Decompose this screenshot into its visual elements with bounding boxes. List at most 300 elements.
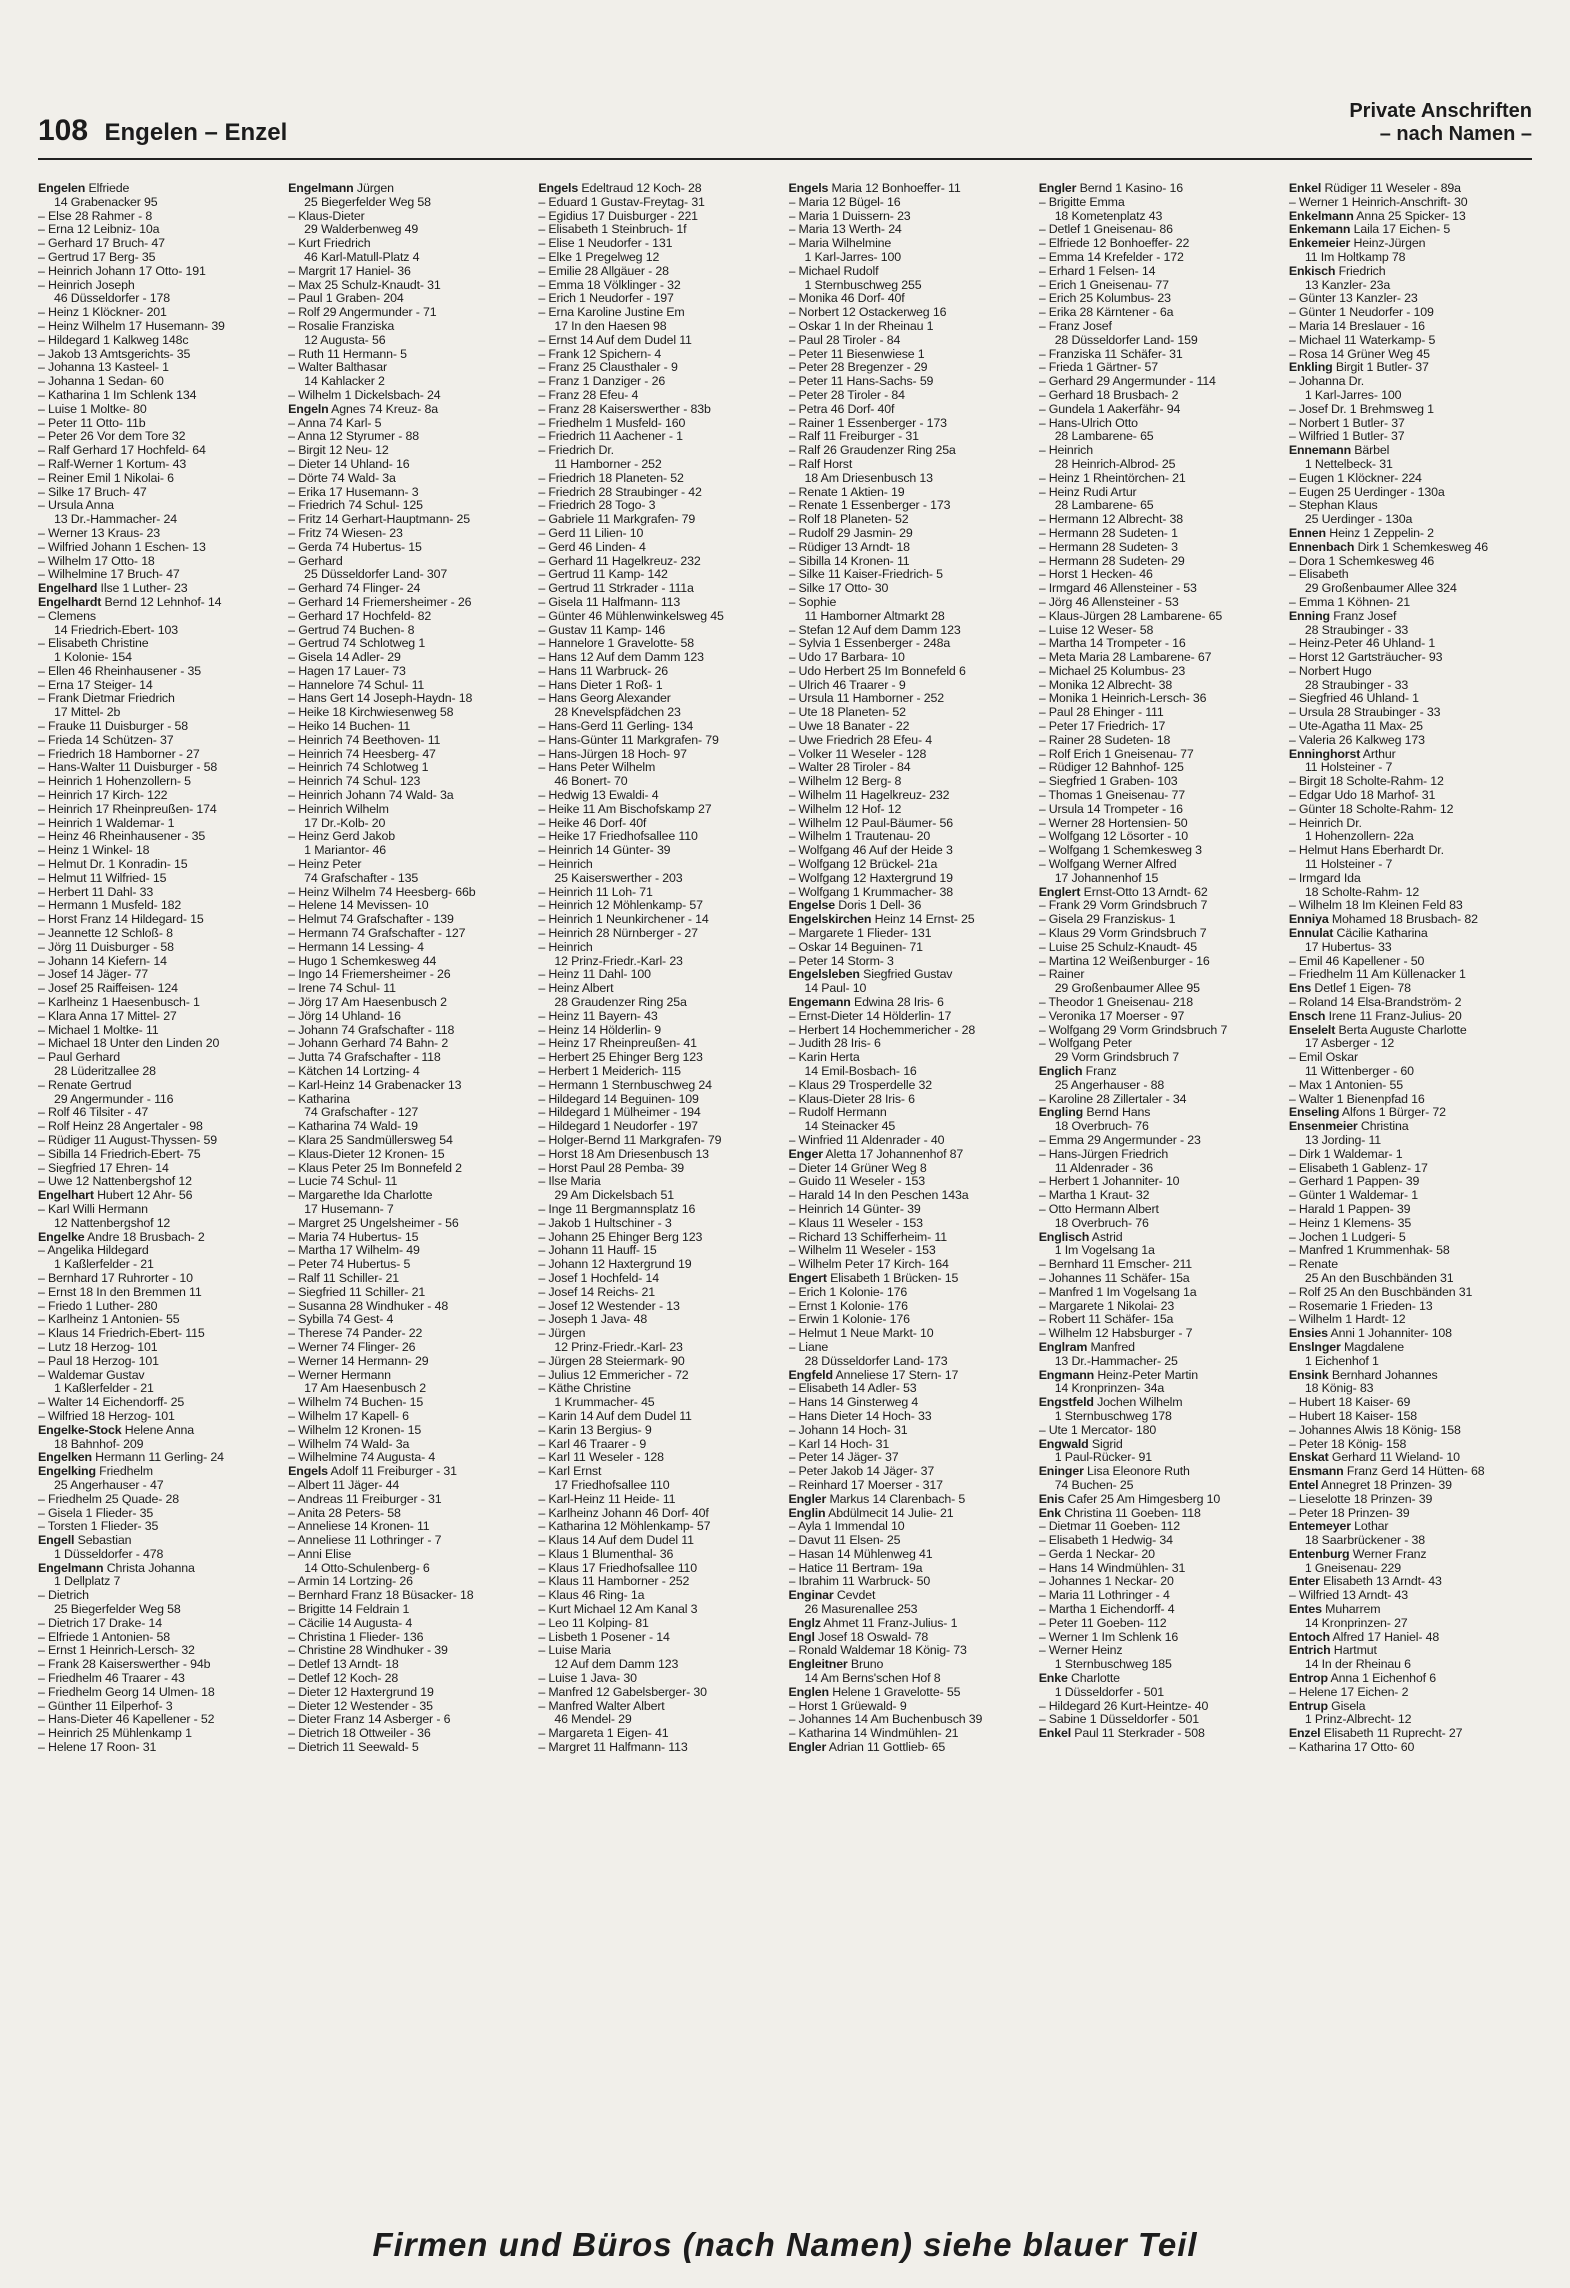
listing-entry: 14 Emil-Bosbach- 16 xyxy=(804,1065,917,1078)
surname-heading: Enkelmann xyxy=(1288,209,1354,223)
listing-entry: – Birgit 18 Scholte-Rahm- 12 xyxy=(1288,775,1444,789)
listing-entry: – Egidius 17 Duisburger - 221 xyxy=(538,209,698,223)
listing-entry: Engelke-Stock Helene Anna xyxy=(38,1423,195,1437)
listing-entry: – Siegfried 11 Schiller- 21 xyxy=(288,1285,426,1299)
listing-entry: 1 Im Vogelsang 1a xyxy=(1054,1244,1155,1258)
listing-entry: – Hans-Günter 11 Markgrafen- 79 xyxy=(538,733,719,747)
listing-entry: – Christine 28 Windhuker - 39 xyxy=(288,1644,448,1658)
listing-entry: – Johann 25 Ehinger Berg 123 xyxy=(538,1230,703,1244)
surname-heading: Ens xyxy=(1288,982,1312,996)
listing-entry: – Wilhelmine 17 Bruch- 47 xyxy=(38,568,180,582)
listing-entry: – Armin 14 Lortzing- 26 xyxy=(288,1575,413,1589)
listing-column-5 xyxy=(1039,182,1282,2192)
listing-entry: – Oskar 14 Beguinen- 71 xyxy=(788,940,923,954)
surname-heading: Entoch xyxy=(1288,1630,1330,1644)
surname-heading: Ennemann xyxy=(1288,444,1351,458)
surname-heading: Engelmann xyxy=(38,1561,104,1575)
listing-entry: – Elfriede 12 Bonhoeffer- 22 xyxy=(1038,237,1190,251)
listing-entry: Ensmann Franz Gerd 14 Hütten- 68 xyxy=(1288,1465,1485,1479)
listing-entry: – Hermann 1 Musfeld- 182 xyxy=(38,899,182,913)
listing-entry: – Karl 11 Weseler - 128 xyxy=(538,1451,664,1465)
listing-entry: 1 Sternbuschweg 185 xyxy=(1054,1658,1172,1672)
listing-entry: 74 Buchen- 25 xyxy=(1054,1478,1134,1492)
listing-entry: – Wilhelm 17 Otto- 18 xyxy=(38,554,155,568)
listing-entry: – Rainer 1 Essenberger - 173 xyxy=(788,416,947,430)
listing-entry: – Klaus 14 Friedrich-Ebert- 115 xyxy=(38,1327,205,1341)
listing-entry: – Paul 18 Herzog- 101 xyxy=(38,1354,159,1368)
listing-entry: – Heike 18 Kirchwiesenweg 58 xyxy=(288,706,454,720)
listing-entry: – Gabriele 11 Markgrafen- 79 xyxy=(538,513,696,527)
listing-entry: Enter Elisabeth 13 Arndt- 43 xyxy=(1288,1575,1442,1589)
listing-entry: Engl Josef 18 Oswald- 78 xyxy=(788,1630,929,1644)
listing-entry: – Monika 12 Albrecht- 38 xyxy=(1038,678,1173,692)
listing-entry: Enskat Gerhard 11 Wieland- 10 xyxy=(1288,1451,1460,1465)
listing-entry: – Sabine 1 Düsseldorfer - 501 xyxy=(1038,1713,1199,1727)
surname-heading: Engelmann xyxy=(288,182,354,195)
listing-column-1 xyxy=(38,182,281,2192)
listing-entry: Engelhart Hubert 12 Ahr- 56 xyxy=(38,1189,193,1203)
listing-entry: – Gerhard 74 Flinger- 24 xyxy=(288,582,421,596)
listing-entry: 25 An den Buschbänden 31 xyxy=(1304,1271,1454,1285)
listing-entry: 29 Walderbenweg 49 xyxy=(304,223,419,237)
listing-entry: 11 Hamborner - 252 xyxy=(554,457,662,471)
listing-entry: – Heinrich xyxy=(1038,444,1093,458)
listing-entry: – Hubert 18 Kaiser- 158 xyxy=(1288,1409,1417,1423)
listing-entry: Engelskirchen Heinz 14 Ernst- 25 xyxy=(788,913,975,927)
listing-entry: – Klara Anna 17 Mittel- 27 xyxy=(38,1009,177,1023)
listing-entry: – Martha 1 Eichendorff- 4 xyxy=(1038,1603,1175,1617)
listing-entry: – Helmut 11 Wilfried- 15 xyxy=(38,871,167,885)
listing-entry: – Hermann 28 Sudeten- 29 xyxy=(1038,554,1185,568)
listing-entry: – Margret 25 Ungelsheimer - 56 xyxy=(288,1216,459,1230)
listing-entry: – Erwin 1 Kolonie- 176 xyxy=(788,1313,910,1327)
listing-entry: – Klaus-Jürgen 28 Lambarene- 65 xyxy=(1038,609,1223,623)
listing-entry: – Ayla 1 Immendal 10 xyxy=(788,1520,905,1534)
listing-entry: – Reinhard 17 Moerser - 317 xyxy=(788,1478,943,1492)
listing-entry: Engler Adrian 11 Gottlieb- 65 xyxy=(788,1741,946,1755)
listing-entry: Engmann Heinz-Peter Martin xyxy=(1038,1368,1198,1382)
listing-entry: 1 Kaßlerfelder - 21 xyxy=(54,1258,154,1272)
listing-entry: – Rolf Erich 1 Gneisenau- 77 xyxy=(1038,747,1194,761)
listing-entry: – Wilhelm 74 Buchen- 15 xyxy=(288,1396,424,1410)
listing-entry: Ennenbach Dirk 1 Schemkesweg 46 xyxy=(1288,540,1489,554)
surname-heading: Engler xyxy=(788,1741,827,1755)
listing-entry: – Heinz 1 Klemens- 35 xyxy=(1288,1216,1412,1230)
listing-entry: Entenburg Werner Franz xyxy=(1288,1547,1427,1561)
listing-entry: – Rainer xyxy=(1038,968,1085,982)
surname-heading: Entrup xyxy=(1288,1699,1328,1713)
listing-entry: – Frank 12 Spichern- 4 xyxy=(538,347,662,361)
listing-entry: – Siegfried 1 Graben- 103 xyxy=(1038,775,1178,789)
listing-entry: – Luise 25 Schulz-Knaudt- 45 xyxy=(1038,940,1198,954)
listing-entry: – Margarethe Ida Charlotte xyxy=(288,1189,433,1203)
listing-entry: – Franz 28 Efeu- 4 xyxy=(538,388,639,402)
listing-entry: – Friedhelm Georg 14 Ulmen- 18 xyxy=(38,1685,215,1699)
listing-entry: 13 Dr.-Hammacher- 25 xyxy=(1054,1354,1178,1368)
listing-entry: Englin Abdülmecit 14 Julie- 21 xyxy=(788,1506,954,1520)
listing-entry: – Peter 14 Jäger- 37 xyxy=(788,1451,899,1465)
listing-entry: Engleitner Bruno xyxy=(788,1658,884,1672)
listing-entry: – Hermann 28 Sudeten- 3 xyxy=(1038,540,1178,554)
listing-entry: – Meta Maria 28 Lambarene- 67 xyxy=(1038,651,1212,665)
listing-entry: – Wilhelm 12 Paul-Bäumer- 56 xyxy=(788,816,954,830)
listing-entry: 18 Am Driesenbusch 13 xyxy=(804,471,933,485)
listing-entry: 11 Hamborner Altmarkt 28 xyxy=(804,609,945,623)
listing-entry: – Dieter Franz 14 Asberger - 6 xyxy=(288,1713,451,1727)
listing-entry: 13 Dr.-Hammacher- 24 xyxy=(54,513,178,527)
listing-entry: – Wilhelmine 74 Augusta- 4 xyxy=(288,1451,436,1465)
listing-entry: – Elise 1 Neudorfer - 131 xyxy=(538,237,673,251)
listing-entry: – Hans 11 Warbruck- 26 xyxy=(538,664,668,678)
listing-entry: 14 Paul- 10 xyxy=(804,982,867,996)
listing-entry: – Veronika 17 Moerser - 97 xyxy=(1038,1009,1185,1023)
surname-heading: Engels xyxy=(288,1465,328,1479)
listing-entry: – Josef 14 Reichs- 21 xyxy=(538,1285,656,1299)
listing-entry: – Hans 14 Windmühlen- 31 xyxy=(1038,1561,1186,1575)
section-title xyxy=(1349,100,1532,146)
listing-entry: 17 Hubertus- 33 xyxy=(1304,940,1392,954)
listing-entry: – Maria 12 Bügel- 16 xyxy=(788,195,901,209)
listing-entry: – Heinz-Peter 46 Uhland- 1 xyxy=(1288,637,1436,651)
listing-entry: 14 Steinacker 45 xyxy=(804,1120,896,1134)
listing-entry: 1 Dellplatz 7 xyxy=(54,1575,121,1589)
listing-entry: – Monika 1 Heinrich-Lersch- 36 xyxy=(1038,692,1207,706)
listing-entry: – Oskar 1 In der Rheinau 1 xyxy=(788,319,934,333)
surname-heading: Enkisch xyxy=(1288,264,1336,278)
listing-entry: – Siegfried 46 Uhland- 1 xyxy=(1288,692,1419,706)
listing-entry: – Heinz Albert xyxy=(538,982,614,996)
listing-entry: – Friedhelm 1 Musfeld- 160 xyxy=(538,416,686,430)
listing-entry: – Wilhelm 1 Trautenau- 20 xyxy=(788,830,931,844)
surname-heading: Entrop xyxy=(1288,1672,1328,1686)
listing-entry: – Gertrud 11 Kamp- 142 xyxy=(538,568,668,582)
listing-entry: – Gerhard 14 Friemersheimer - 26 xyxy=(288,595,472,609)
listing-entry: – Roland 14 Elsa-Brandström- 2 xyxy=(1288,996,1462,1010)
surname-heading: Englram xyxy=(1038,1340,1088,1354)
listing-entry: – Maria 13 Werth- 24 xyxy=(788,223,902,237)
listing-entry: – Werner 1 Im Schlenk 16 xyxy=(1038,1630,1179,1644)
listing-entry: Entrich Hartmut xyxy=(1288,1644,1377,1658)
listing-entry: – Dietmar 11 Goeben- 112 xyxy=(1038,1520,1180,1534)
listing-entry: – Heinrich Johann 74 Wald- 3a xyxy=(288,789,454,803)
listing-entry: Ennemann Bärbel xyxy=(1288,444,1390,458)
listing-entry: 17 Mittel- 2b xyxy=(54,706,121,720)
listing-entry: – Heinz Wilhelm 17 Husemann- 39 xyxy=(38,319,225,333)
listing-entry: 25 Angerhauser - 88 xyxy=(1054,1078,1165,1092)
listing-entry: – Gerhard 1 Pappen- 39 xyxy=(1288,1175,1420,1189)
listing-entry: – Angelika Hildegard xyxy=(38,1244,149,1258)
listing-entry: – Karl-Heinz 11 Heide- 11 xyxy=(538,1492,676,1506)
listing-entry: 18 Overbruch- 76 xyxy=(1054,1120,1149,1134)
listing-entry: – Heike 17 Friedhofsallee 110 xyxy=(538,830,698,844)
listing-entry: – Else 28 Rahmer - 8 xyxy=(38,209,153,223)
listing-columns xyxy=(38,182,1532,2192)
listing-entry: – Jörg 11 Duisburger - 58 xyxy=(38,940,174,954)
listing-entry: – Maria 14 Breslauer - 16 xyxy=(1288,319,1425,333)
listing-entry: Enslnger Magdalene xyxy=(1288,1340,1404,1354)
listing-entry: – Heike 11 Am Bischofskamp 27 xyxy=(538,802,712,816)
listing-entry: – Werner Hermann xyxy=(288,1368,391,1382)
listing-entry: 17 Johannenhof 15 xyxy=(1054,871,1159,885)
surname-heading: Enning xyxy=(1288,609,1330,623)
listing-entry: 29 Großenbaumer Allee 324 xyxy=(1304,582,1457,596)
listing-entry: – Luise Maria xyxy=(538,1644,611,1658)
surname-heading: Englz xyxy=(788,1616,821,1630)
listing-entry: – Wilhelm 1 Hardt- 12 xyxy=(1288,1313,1406,1327)
listing-entry: Entrup Gisela xyxy=(1288,1699,1366,1713)
listing-entry: – Margarete 1 Nikolai- 23 xyxy=(1038,1299,1175,1313)
listing-entry: – Karl 14 Hoch- 31 xyxy=(788,1437,890,1451)
surname-heading: Englert xyxy=(1038,885,1081,899)
listing-entry: – Walter 28 Tiroler - 84 xyxy=(788,761,911,775)
listing-entry: – Friedrich Dr. xyxy=(538,444,614,458)
surname-heading: Engelken xyxy=(38,1451,92,1465)
surname-heading: Engler xyxy=(788,1492,827,1506)
listing-entry: 18 Kometenplatz 43 xyxy=(1054,209,1163,223)
listing-entry: Enkelmann Anna 25 Spicker- 13 xyxy=(1288,209,1466,223)
listing-entry: – Manfred Walter Albert xyxy=(538,1699,665,1713)
listing-entry: – Ralf-Werner 1 Kortum- 43 xyxy=(38,457,187,471)
surname-heading: Engmann xyxy=(1038,1368,1095,1382)
listing-entry: – Katharina 74 Wald- 19 xyxy=(288,1120,418,1134)
listing-entry: 28 Straubinger - 33 xyxy=(1304,623,1409,637)
listing-entry: Ens Detlef 1 Eigen- 78 xyxy=(1288,982,1411,996)
listing-entry: – Johannes 11 Schäfer- 15a xyxy=(1038,1271,1190,1285)
listing-entry: – Herbert 11 Dahl- 33 xyxy=(38,885,154,899)
listing-entry: – Rolf 18 Planeten- 52 xyxy=(788,513,909,527)
listing-entry: – Hermann 28 Sudeten- 1 xyxy=(1038,526,1178,540)
surname-heading: Engelhart xyxy=(38,1189,94,1203)
listing-entry: – Gerhard 17 Hochfeld- 82 xyxy=(288,609,432,623)
listing-entry: – Peter 11 Biesenwiese 1 xyxy=(788,347,925,361)
listing-entry: – Winfried 11 Aldenrader - 40 xyxy=(788,1133,945,1147)
listing-entry: – Johanna 13 Kasteel- 1 xyxy=(38,361,169,375)
listing-entry: 25 Kaiserswerther - 203 xyxy=(554,871,683,885)
listing-entry: – Paul 28 Ehinger - 111 xyxy=(1038,706,1164,720)
listing-entry: 25 Biegerfelder Weg 58 xyxy=(304,195,431,209)
listing-entry: – Hildegard 1 Neudorfer - 197 xyxy=(538,1120,698,1134)
surname-heading: Ensink xyxy=(1288,1368,1329,1382)
surname-heading: Enskat xyxy=(1288,1451,1329,1465)
listing-entry: – Wolfgang 12 Brückel- 21a xyxy=(788,858,938,872)
listing-entry: 14 Otto-Schulenberg- 6 xyxy=(304,1561,430,1575)
listing-entry: – Heinz Wilhelm 74 Heesberg- 66b xyxy=(288,885,476,899)
listing-entry: – Klaus 11 Hamborner - 252 xyxy=(538,1575,690,1589)
listing-entry: – Peter 18 Prinzen- 39 xyxy=(1288,1506,1410,1520)
listing-entry: 25 Uerdinger - 130a xyxy=(1304,513,1413,527)
listing-entry: Ensink Bernhard Johannes xyxy=(1288,1368,1438,1382)
listing-entry: – Heinrich 14 Günter- 39 xyxy=(538,844,671,858)
listing-entry: 1 Sternbuschweg 255 xyxy=(804,278,922,292)
listing-entry: – Wilhelm 11 Hagelkreuz- 232 xyxy=(788,789,950,803)
listing-entry: 11 Holsteiner - 7 xyxy=(1304,761,1393,775)
surname-heading: Englen xyxy=(788,1685,829,1699)
listing-entry: – Günter 1 Neudorfer - 109 xyxy=(1288,306,1434,320)
listing-entry: – Heinrich 74 Beethoven- 11 xyxy=(288,733,441,747)
listing-entry: – Anna 74 Karl- 5 xyxy=(288,416,382,430)
listing-entry: – Eduard 1 Gustav-Freytag- 31 xyxy=(538,195,705,209)
listing-entry: – Erich 1 Kolonie- 176 xyxy=(788,1285,908,1299)
listing-entry: 17 Friedhofsallee 110 xyxy=(554,1478,670,1492)
surname-heading: Engfeld xyxy=(788,1368,833,1382)
listing-entry: 74 Grafschafter - 127 xyxy=(304,1106,419,1120)
listing-entry: – Helene 14 Mevissen- 10 xyxy=(288,899,429,913)
listing-entry: – Emma 14 Krefelder - 172 xyxy=(1038,250,1184,264)
surname-heading: Enkel xyxy=(1288,182,1322,195)
listing-entry: – Gisela 14 Adler- 29 xyxy=(288,651,401,665)
listing-entry: – Rudolf 29 Jasmin- 29 xyxy=(788,526,913,540)
listing-entry: – Herbert 14 Hochemmericher - 28 xyxy=(788,1023,976,1037)
listing-entry: Enkel Rüdiger 11 Weseler - 89a xyxy=(1288,182,1461,195)
listing-entry: Engemann Edwina 28 Iris- 6 xyxy=(788,996,944,1010)
listing-entry: – Albert 11 Jäger- 44 xyxy=(288,1478,400,1492)
listing-entry: – Horst Paul 28 Pemba- 39 xyxy=(538,1161,685,1175)
listing-entry: – Birgit 12 Neu- 12 xyxy=(288,444,389,458)
listing-entry: – Hermann 1 Sternbuschweg 24 xyxy=(538,1078,712,1092)
listing-entry: – Bernhard Franz 18 Büsacker- 18 xyxy=(288,1589,474,1603)
listing-entry: Enkemann Laila 17 Eichen- 5 xyxy=(1288,223,1451,237)
listing-entry: – Elisabeth 1 Gablenz- 17 xyxy=(1288,1161,1428,1175)
listing-entry: Ennulat Cäcilie Katharina xyxy=(1288,927,1428,941)
surname-heading: Enke xyxy=(1038,1672,1068,1686)
surname-heading: Enselelt xyxy=(1288,1023,1336,1037)
listing-entry: – Hannelore 1 Gravelotte- 58 xyxy=(538,637,694,651)
surname-heading: Engelen xyxy=(38,182,86,195)
listing-entry: – Manfred 1 Krummenhak- 58 xyxy=(1288,1244,1450,1258)
surname-heading: Enginar xyxy=(788,1589,834,1603)
listing-entry: – Uwe Friedrich 28 Efeu- 4 xyxy=(788,733,932,747)
listing-entry: – Heinrich 74 Schul- 123 xyxy=(288,775,421,789)
listing-entry: – Heinrich 1 Hohenzollern- 5 xyxy=(38,775,191,789)
listing-entry: Engelhard Ilse 1 Luther- 23 xyxy=(38,582,188,596)
surname-heading: Engwald xyxy=(1038,1437,1089,1451)
listing-entry: – Friedrich 74 Schul- 125 xyxy=(288,499,423,513)
listing-entry: – Ursula 28 Straubinger - 33 xyxy=(1288,706,1441,720)
surname-heading: Ensenmeier xyxy=(1288,1120,1358,1134)
listing-entry: – Erika 17 Husemann- 3 xyxy=(288,485,419,499)
listing-entry: Engfeld Anneliese 17 Stern- 17 xyxy=(788,1368,959,1382)
listing-entry: – Horst 12 Gartsträucher- 93 xyxy=(1288,651,1443,665)
surname-heading: Englisch xyxy=(1038,1230,1090,1244)
listing-entry: 14 Friedrich-Ebert- 103 xyxy=(54,623,178,637)
listing-entry: – Katharina 14 Windmühlen- 21 xyxy=(788,1727,959,1741)
listing-entry: – Reiner Emil 1 Nikolai- 6 xyxy=(38,471,174,485)
listing-entry: – Peter 26 Vor dem Tore 32 xyxy=(38,430,186,444)
listing-entry: – Herbert 25 Ehinger Berg 123 xyxy=(538,1051,703,1065)
listing-entry: – Luise 1 Java- 30 xyxy=(538,1672,637,1686)
listing-entry: 25 Düsseldorfer Land- 307 xyxy=(304,568,448,582)
listing-entry: – Katharina 17 Otto- 60 xyxy=(1288,1741,1415,1755)
listing-entry: – Hatice 11 Bertram- 19a xyxy=(788,1561,923,1575)
listing-entry: – Waldemar Gustav xyxy=(38,1368,145,1382)
listing-entry: – Wolfgang 1 Krummacher- 38 xyxy=(788,885,953,899)
listing-entry: – Fritz 74 Wiesen- 23 xyxy=(288,526,403,540)
listing-entry: – Gertrud 74 Buchen- 8 xyxy=(288,623,415,637)
listing-entry: – Wilhelm 17 Kapell- 6 xyxy=(288,1409,409,1423)
listing-entry: – Johann 14 Hoch- 31 xyxy=(788,1423,908,1437)
listing-entry: – Ellen 46 Rheinhausener - 35 xyxy=(38,664,202,678)
surname-heading: Enkemann xyxy=(1288,223,1351,237)
listing-entry: – Franz Josef xyxy=(1038,319,1112,333)
listing-entry: – Maria Wilhelmine xyxy=(788,237,892,251)
listing-entry: – Detlef 12 Koch- 28 xyxy=(288,1672,399,1686)
listing-entry: – Clemens xyxy=(38,609,96,623)
listing-entry: – Josef 25 Raiffeisen- 124 xyxy=(38,982,178,996)
listing-entry: – Emma 29 Angermunder - 23 xyxy=(1038,1133,1201,1147)
surname-heading: Ennenbach xyxy=(1288,540,1355,554)
surname-heading: Engelskirchen xyxy=(788,913,872,927)
listing-entry: – Rainer 28 Sudeten- 18 xyxy=(1038,733,1171,747)
listing-entry: – Gerd 46 Linden- 4 xyxy=(538,540,646,554)
surname-heading: Engelhardt xyxy=(38,595,102,609)
surname-heading: Engler xyxy=(1038,182,1077,195)
listing-entry: – Jakob 13 Amtsgerichts- 35 xyxy=(38,347,191,361)
listing-entry: – Erika 28 Kärntener - 6a xyxy=(1038,306,1174,320)
listing-entry: – Ruth 11 Hermann- 5 xyxy=(288,347,407,361)
section-title-line2: – nach Namen – xyxy=(1379,123,1532,145)
listing-entry: – Franziska 11 Schäfer- 31 xyxy=(1038,347,1183,361)
listing-entry: – Hermann 12 Albrecht- 38 xyxy=(1038,513,1184,527)
listing-entry: – Walter Balthasar xyxy=(288,361,387,375)
listing-entry: – Jürgen xyxy=(538,1327,586,1341)
listing-entry: – Ernst 18 In den Bremmen 11 xyxy=(38,1285,202,1299)
surname-heading: Engstfeld xyxy=(1038,1396,1094,1410)
listing-entry: 28 Straubinger - 33 xyxy=(1304,678,1409,692)
surname-heading: Engl xyxy=(788,1630,815,1644)
listing-entry: – Klaus-Dieter 28 Iris- 6 xyxy=(788,1092,915,1106)
listing-entry: – Ralf Horst xyxy=(788,457,853,471)
listing-entry: – Klaus 17 Friedhofsallee 110 xyxy=(538,1561,698,1575)
listing-entry: 17 In den Haesen 98 xyxy=(554,319,667,333)
listing-entry: Ensies Anni 1 Johanniter- 108 xyxy=(1288,1327,1452,1341)
listing-entry: – Ute 1 Mercator- 180 xyxy=(1038,1423,1157,1437)
listing-entry: 29 Vorm Grindsbruch 7 xyxy=(1054,1051,1179,1065)
listing-entry: – Wolfgang 29 Vorm Grindsbruch 7 xyxy=(1038,1023,1228,1037)
listing-entry: – Peter Jakob 14 Jäger- 37 xyxy=(788,1465,935,1479)
listing-entry: – Klaus 11 Weseler - 153 xyxy=(788,1216,923,1230)
listing-entry: – Ilse Maria xyxy=(538,1175,601,1189)
listing-entry: – Hans-Jürgen 18 Hoch- 97 xyxy=(538,747,687,761)
listing-entry: – Hugo 1 Schemkesweg 44 xyxy=(288,954,437,968)
surname-heading: Enninghorst xyxy=(1288,747,1361,761)
listing-entry: – Peter 11 Otto- 11b xyxy=(38,416,146,430)
listing-entry: Engwald Sigrid xyxy=(1038,1437,1123,1451)
listing-entry: – Renate 1 Essenberger - 173 xyxy=(788,499,951,513)
listing-entry: – Leo 11 Kolping- 81 xyxy=(538,1616,649,1630)
listing-entry: – Gerd 11 Lilien- 10 xyxy=(538,526,644,540)
listing-entry: – Rosemarie 1 Frieden- 13 xyxy=(1288,1299,1433,1313)
listing-entry: 1 Prinz-Albrecht- 12 xyxy=(1304,1713,1412,1727)
listing-entry: – Karin 13 Bergius- 9 xyxy=(538,1423,652,1437)
listing-column-6 xyxy=(1289,182,1532,2192)
listing-entry: – Liane xyxy=(788,1340,829,1354)
listing-entry: – Frieda 14 Schützen- 37 xyxy=(38,733,174,747)
listing-entry: – Gerda 74 Hubertus- 15 xyxy=(288,540,422,554)
listing-entry: 17 Husemann- 7 xyxy=(304,1202,394,1216)
listing-entry: – Johannes 14 Am Buchenbusch 39 xyxy=(788,1713,983,1727)
listing-entry: – Emil 46 Kapellener - 50 xyxy=(1288,954,1425,968)
listing-entry: Engeln Agnes 74 Kreuz- 8a xyxy=(288,402,439,416)
listing-entry: – Rolf 29 Angermunder - 71 xyxy=(288,306,437,320)
listing-entry: – Luise 12 Weser- 58 xyxy=(1038,623,1154,637)
listing-entry: – Peter 11 Goeben- 112 xyxy=(1038,1616,1167,1630)
listing-entry: – Wilhelm 11 Weseler - 153 xyxy=(788,1244,936,1258)
listing-entry: – Sibilla 14 Kronen- 11 xyxy=(788,554,910,568)
name-range: Engelen – Enzel xyxy=(104,119,288,146)
listing-entry: – Dietrich 18 Ottweiler - 36 xyxy=(288,1727,431,1741)
listing-entry: – Lisbeth 1 Posener - 14 xyxy=(538,1630,670,1644)
listing-entry: – Heinz 46 Rheinhausener - 35 xyxy=(38,830,206,844)
